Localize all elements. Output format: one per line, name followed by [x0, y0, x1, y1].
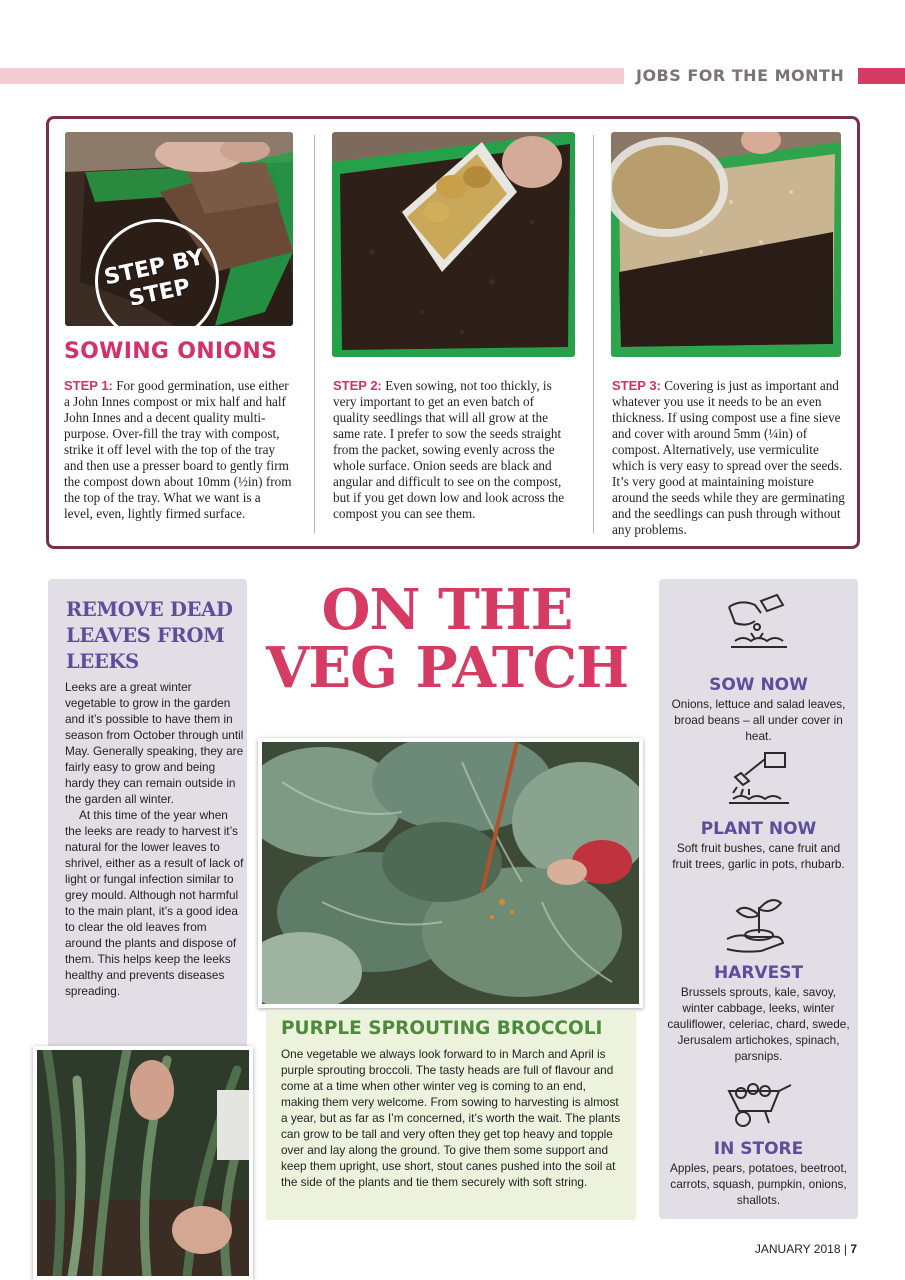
harvest-heading: HARVEST: [713, 963, 804, 983]
step-2-photo: [332, 132, 575, 357]
leeks-paragraph: Leeks are a great winter vegetable to grow in the garden and it’s possible to have them in season from October through until May. Generally speaking, they are fairly easy to grow and being hardy they can remain outside in the garden all winter.: [65, 680, 244, 806]
harvest-text: Brussels sprouts, kale, savoy, winter cabbage, leeks, winter cauliflower, celeriac, chard, swede, Jerusalem artichokes, spinach, parsnips.: [667, 985, 850, 1063]
sow-now-heading: SOW NOW: [709, 675, 808, 695]
step-3-label: STEP 3:: [612, 378, 661, 393]
section-title: JOBS FOR THE MONTH: [636, 66, 845, 85]
step-divider-2: [593, 135, 594, 533]
footer-separator: |: [843, 1242, 847, 1256]
step-3-text: [612, 378, 848, 538]
step-2-body: Even sowing, not too thickly, is very important to get an even batch of quality seedlings that will all grow at the same rate. I prefer to sow the seeds straight from the packet, sowing evenly across the whole surface. Onion seeds are black and angular and difficult to see on the compost, but if you get down low and look across the compost you can see them.: [333, 378, 565, 521]
watering-can-icon: [721, 749, 797, 813]
veg-patch-title-line-2: VEG PATCH: [265, 635, 629, 701]
calendar-panel: [659, 579, 858, 1219]
sow-now-text: Onions, lettuce and salad leaves, broad beans – all under cover in heat.: [671, 697, 846, 743]
step-2-text: [333, 378, 565, 522]
broccoli-photo: [258, 738, 643, 1008]
veg-patch-title: [262, 577, 632, 701]
broccoli-body: One vegetable we always look forward to in March and April is purple sprouting broccoli. The tasty heads are full of flavour and come at a time when other winter veg is coming to an end, making them very welcome. From sowing to harvesting is almost a year, but as far as I’m concerned, it’s worth the wait. The plants can grow to be tall and very often they get top heavy and topple over and lay along the ground. To give them some support and keep them upright, use short, stout canes pushed into the soil at the side of the plants and tie them securely with soft string.: [281, 1047, 621, 1189]
step-3-photo: [611, 132, 841, 357]
veg-patch-title-line-1: ON THE: [321, 577, 573, 643]
header-accent-block: [858, 68, 905, 84]
in-store-text: Apples, pears, potatoes, beetroot, carrots, squash, pumpkin, onions, shallots.: [669, 1161, 848, 1207]
step-3-body: Covering is just as important and whatever you use it needs to be an even thickness. If using compost use a fine sieve and cover with around 5mm (¼in) of compost. Alternatively, use vermiculite which is very easy to spread over the seeds. It’s very good at maintaining moisture around the seeds while they are germinating and the seedlings can push through without any problems.: [612, 378, 845, 537]
leek-photo: [33, 1046, 253, 1280]
step-by-step-box: [46, 116, 860, 549]
leeks-panel: [48, 579, 247, 1049]
wheelbarrow-icon: [721, 1069, 797, 1133]
step-1-photo: [65, 132, 293, 326]
broccoli-title: PURPLE SPROUTING BROCCOLI: [281, 1018, 603, 1039]
plant-now-heading: PLANT NOW: [700, 819, 817, 839]
plant-now-text: Soft fruit bushes, cane fruit and fruit trees, garlic in pots, rhubarb.: [672, 841, 845, 871]
leeks-paragraph: At this time of the year when the leeks are ready to harvest it’s natural for the lower leaves to shrivel, either as a result of lack of light or fungal infection similar to grey mould. Although not harmful to the main plant, it’s a good idea to clear the old leaves from around the plants and dispose of them. This helps keep the leeks healthy and prevents diseases spreading.: [65, 808, 244, 998]
step-by-step-badge: STEP BY STEP: [95, 219, 219, 326]
step-1-text: [64, 378, 292, 522]
step-1-body: For good germination, use either a John Innes compost or mix half and half John Innes and a decent quality multi-purpose. Over-fill the tray with compost, strike it off level with the top of the tray and then use a presser board to gently firm the compost down about 10mm (½in) from the top of the tray. What we want is a level, even, lightly firmed surface.: [64, 378, 292, 521]
broccoli-panel: [266, 1010, 636, 1220]
leeks-title: [66, 597, 233, 675]
page-footer: [755, 1242, 857, 1256]
seed-packet-hand-icon: [721, 593, 797, 657]
in-store-heading: IN STORE: [713, 1139, 804, 1159]
page-number: 7: [850, 1242, 857, 1256]
step-divider-1: [314, 135, 315, 533]
sowing-onions-title: SOWING ONIONS: [64, 339, 278, 364]
header-accent-bar: [0, 68, 624, 84]
seedling-in-hand-icon: [721, 893, 797, 957]
leeks-title-line: LEAVES FROM: [66, 624, 225, 647]
step-1-label: STEP 1:: [64, 378, 113, 393]
leeks-title-line: LEEKS: [66, 650, 139, 673]
leeks-title-line: REMOVE DEAD: [66, 598, 233, 621]
step-2-label: STEP 2:: [333, 378, 382, 393]
leeks-body: [65, 679, 245, 999]
issue-date: JANUARY 2018: [754, 1242, 841, 1256]
